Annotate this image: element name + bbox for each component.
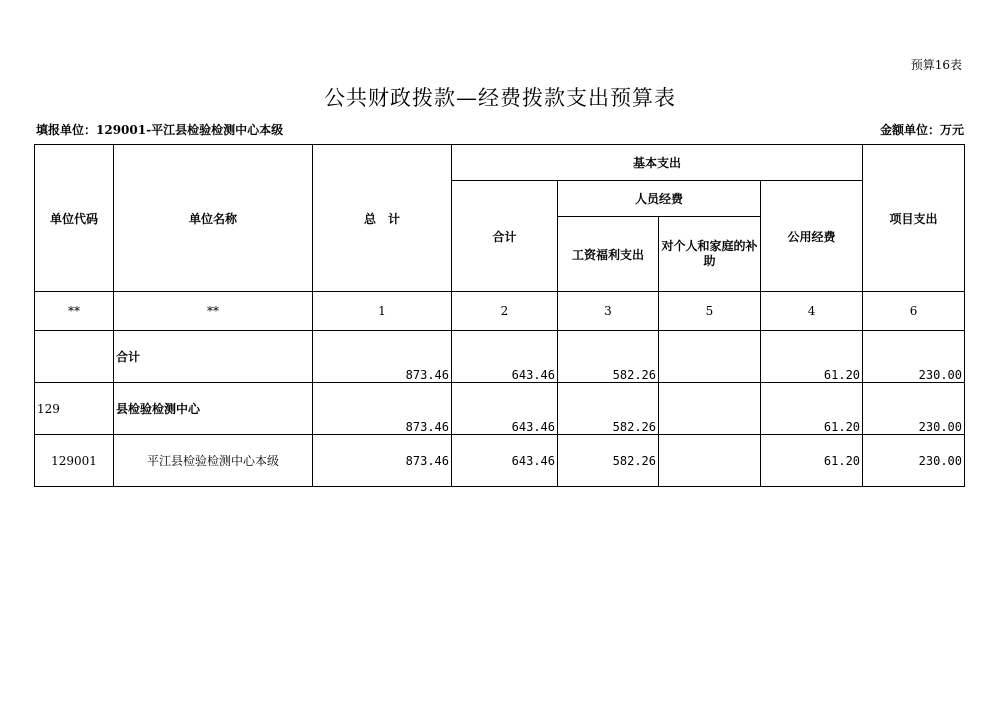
- public-funds-cell: 61.20: [761, 383, 863, 435]
- form-number: 预算16表: [910, 58, 962, 72]
- unit-name-cell: 合计: [114, 331, 313, 383]
- index-cell: 6: [863, 292, 965, 331]
- index-cell: 4: [761, 292, 863, 331]
- wages-cell: 582.26: [558, 331, 659, 383]
- project-cell: 230.00: [863, 383, 965, 435]
- index-cell: 1: [313, 292, 452, 331]
- wages-cell: 582.26: [558, 383, 659, 435]
- subtotal-cell: 643.46: [452, 435, 558, 487]
- page-title: 公共财政拨款—经费拨款支出预算表: [324, 86, 676, 110]
- header-total: 总 计: [313, 145, 452, 292]
- index-cell: 3: [558, 292, 659, 331]
- total-cell: 873.46: [313, 331, 452, 383]
- header-subtotal: 合计: [452, 181, 558, 292]
- index-cell: **: [114, 292, 313, 331]
- index-cell: **: [35, 292, 114, 331]
- index-cell: 2: [452, 292, 558, 331]
- project-cell: 230.00: [863, 435, 965, 487]
- header-wages: 工资福利支出: [558, 217, 659, 292]
- subsidies-cell: [659, 435, 761, 487]
- project-cell: 230.00: [863, 331, 965, 383]
- header-unit-name: 单位名称: [114, 145, 313, 292]
- header-project-expenditure: 项目支出: [863, 145, 965, 292]
- subsidies-cell: [659, 383, 761, 435]
- table-row-unit: [35, 435, 965, 487]
- header-public-funds: 公用经费: [761, 181, 863, 292]
- reporting-unit: 填报单位：129001-平江县检验检测中心本级: [36, 123, 284, 137]
- table-row-department: [35, 383, 965, 435]
- unit-code-cell: [35, 331, 114, 383]
- subsidies-cell: [659, 331, 761, 383]
- public-funds-cell: 61.20: [761, 435, 863, 487]
- total-cell: 873.46: [313, 383, 452, 435]
- total-cell: 873.46: [313, 435, 452, 487]
- public-funds-cell: 61.20: [761, 331, 863, 383]
- subtotal-cell: 643.46: [452, 383, 558, 435]
- header-subsidies: 对个人和家庭的补助: [659, 217, 761, 292]
- unit-code-cell: 129001: [35, 435, 114, 487]
- subtotal-cell: 643.46: [452, 331, 558, 383]
- wages-cell: 582.26: [558, 435, 659, 487]
- amount-unit: 金额单位：万元: [879, 123, 964, 137]
- table-row-total: [35, 331, 965, 383]
- index-cell: 5: [659, 292, 761, 331]
- header-personnel-funds: 人员经费: [558, 181, 761, 217]
- index-row: [35, 292, 965, 331]
- header-unit-code: 单位代码: [35, 145, 114, 292]
- header-basic-expenditure: 基本支出: [452, 145, 863, 181]
- unit-name-cell: 平江县检验检测中心本级: [114, 435, 313, 487]
- budget-table: [34, 144, 965, 487]
- unit-code-cell: 129: [35, 383, 114, 435]
- unit-name-cell: 县检验检测中心: [114, 383, 313, 435]
